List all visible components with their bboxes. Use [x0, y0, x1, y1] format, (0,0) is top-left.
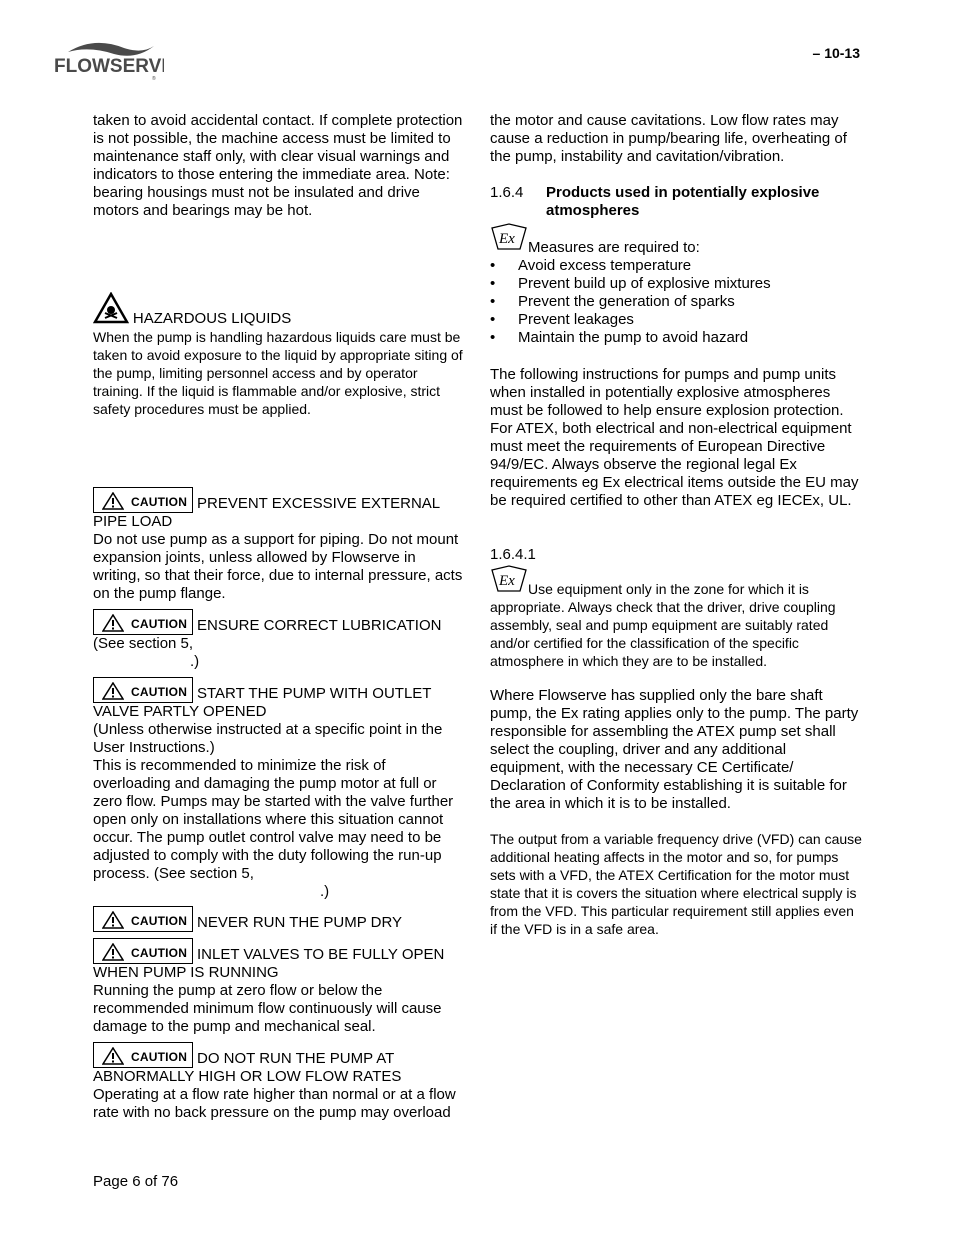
lubrication-section [93, 609, 463, 671]
hazard-title: HAZARDOUS LIQUIDS [132, 310, 292, 327]
pipe-load-body: Do not use pump as a support for piping. Do not mount expansion joints, unless allowed by Flowserve in writing, so that their force, due to internal pressure, acts on the pump flange. [93, 531, 463, 602]
subsection-number: 1.6.4.1 [490, 546, 536, 563]
caution-label: CAUTION [131, 495, 188, 509]
caution-label: CAUTION [131, 1050, 188, 1064]
document-reference: – 10-13 [812, 45, 860, 61]
warning-icon [102, 682, 124, 700]
caution-badge [93, 1042, 193, 1068]
caution-label: CAUTION [131, 617, 188, 631]
list-item: • Prevent leakages [490, 311, 862, 329]
caution-badge [93, 609, 193, 635]
hazard-body: When the pump is handling hazardous liquids care must be taken to avoid exposure to the liquid by appropriate siting of the pump, limiting personnel access and by operator training. If the liquid is flammable and/or explosive, strict safety procedures must be applied. [93, 329, 463, 417]
ex-symbol-icon [490, 222, 528, 257]
measures-intro: Measures are required to: [528, 239, 700, 256]
caution-label: CAUTION [131, 914, 188, 928]
list-item: • Maintain the pump to avoid hazard [490, 329, 862, 347]
ex-symbol-icon [490, 564, 528, 598]
pipe-load-title: PREVENT EXCESSIVE EXTERNAL PIPE LOAD [93, 495, 440, 530]
flow-rates-title: DO NOT RUN THE PUMP AT ABNORMALLY HIGH OR LOW FLOW RATES [93, 1050, 402, 1085]
start-pump-body: This is recommended to minimize the risk of overloading and damaging the pump motor at full or zero flow. Pumps may be started with the valve further open only on installations where this situation cannot occur. The pump outlet control valve may need to be adjusted to comply with the duty following the run-up process. (See section 5, [93, 757, 454, 882]
flowserve-logo [54, 38, 164, 88]
atex-text: The following instructions for pumps and pump units when installed in potentially explosive atmospheres must be followed to help ensure explosion protection. For ATEX, both electrical and non-electrical equipment must meet the requirements of European Directive 94/9/EC. Always observe the regional legal Ex requirements eg Ex electrical items outside the EU may be required certified to other than ATEX eg IECEx, UL. [490, 366, 859, 509]
section-1-6-4-heading [490, 184, 862, 220]
caution-badge [93, 938, 193, 964]
atex-paragraph [490, 366, 862, 510]
section-number: 1.6.4 [490, 184, 524, 201]
never-run-dry-section [93, 906, 463, 932]
measures-list [490, 257, 862, 347]
svg-text:Ex: Ex [499, 573, 515, 589]
warning-icon [102, 943, 124, 961]
intro-text: taken to avoid accidental contact. If complete protection is not possible, the machine access must be limited to maintenance staff only, with clear visual warnings and indicators to those entering the immediate area. Note: bearing housings must not be insulated and drive motors and bearings may be hot. [93, 112, 463, 219]
caution-label: CAUTION [131, 685, 188, 699]
warning-icon [102, 911, 124, 929]
inlet-valves-body: Running the pump at zero flow or below the recommended minimum flow continuously will cause damage to the pump and mechanical seal. [93, 982, 442, 1035]
flow-rates-body: Operating at a flow rate higher than normal or at a flow rate with no back pressure on the pump may overload [93, 1086, 456, 1121]
hazardous-liquids-section [93, 292, 463, 418]
inlet-valves-section [93, 938, 463, 1036]
continuation-paragraph [490, 112, 862, 166]
zone-text: Use equipment only in the zone for which it is appropriate. Always check that the driver, drive coupling assembly, seal and pump equipment are suitably rated and/or certified for the classification of the specific atmosphere in which they are to be installed. [490, 581, 836, 669]
section-title: Products used in potentially explosive atmospheres [546, 184, 820, 219]
lubrication-ref-end: .) [190, 653, 200, 670]
inlet-valves-title: INLET VALVES TO BE FULLY OPEN WHEN PUMP IS RUNNING [93, 946, 445, 981]
start-pump-note: (Unless otherwise instructed at a specific point in the User Instructions.) [93, 721, 443, 756]
list-item: • Avoid excess temperature [490, 257, 862, 275]
caution-label: CAUTION [131, 946, 188, 960]
warning-icon [102, 614, 124, 632]
svg-text:®: ® [152, 76, 156, 82]
bare-shaft-paragraph [490, 687, 862, 813]
measures-block [490, 222, 862, 347]
caution-badge [93, 906, 193, 932]
list-item: • Prevent the generation of sparks [490, 293, 862, 311]
start-pump-title: START THE PUMP WITH OUTLET VALVE PARTLY OPENED [93, 685, 432, 720]
logo-text: FLOWSERVE [54, 56, 164, 77]
vfd-paragraph [490, 830, 862, 938]
flow-rates-section [93, 1042, 463, 1122]
warning-icon [102, 1047, 124, 1065]
start-pump-section [93, 677, 463, 901]
never-run-dry-title: NEVER RUN THE PUMP DRY [197, 914, 403, 931]
bare-shaft-text: Where Flowserve has supplied only the bare shaft pump, the Ex rating applies only to the pump. The party responsible for assembling the ATEX pump set shall select the coupling, driver and any additional equipment, with the necessary CE Certificate/ Declaration of Conformity establishing it is suitable for the area in which it is to be installed. [490, 687, 859, 812]
svg-text:Ex: Ex [499, 231, 515, 247]
pipe-load-section [93, 487, 463, 603]
caution-badge [93, 487, 193, 513]
vfd-text: The output from a variable frequency drive (VFD) can cause additional heating affects in the motor and so, for pumps sets with a VFD, the ATEX Certification for the motor must state that it is covers the situation where electrical supply is from the VFD. This particular requirement still applies even if the VFD is in a safe area. [490, 831, 862, 937]
page-number: Page 6 of 76 [93, 1173, 179, 1190]
start-pump-ref-end: .) [320, 883, 330, 900]
hazard-triangle-icon [93, 292, 129, 328]
continuation-text: the motor and cause cavitations. Low flow rates may cause a reduction in pump/bearing life, overheating of the pump, instability and cavitation/vibration. [490, 112, 847, 165]
list-item: • Prevent build up of explosive mixtures [490, 275, 862, 293]
intro-paragraph [93, 112, 463, 220]
lubrication-ref: (See section 5, [93, 635, 194, 652]
caution-badge [93, 677, 193, 703]
lubrication-title: ENSURE CORRECT LUBRICATION [197, 617, 442, 634]
subsection-1-6-4-1 [490, 546, 862, 564]
warning-icon [102, 492, 124, 510]
zone-paragraph [490, 564, 862, 670]
